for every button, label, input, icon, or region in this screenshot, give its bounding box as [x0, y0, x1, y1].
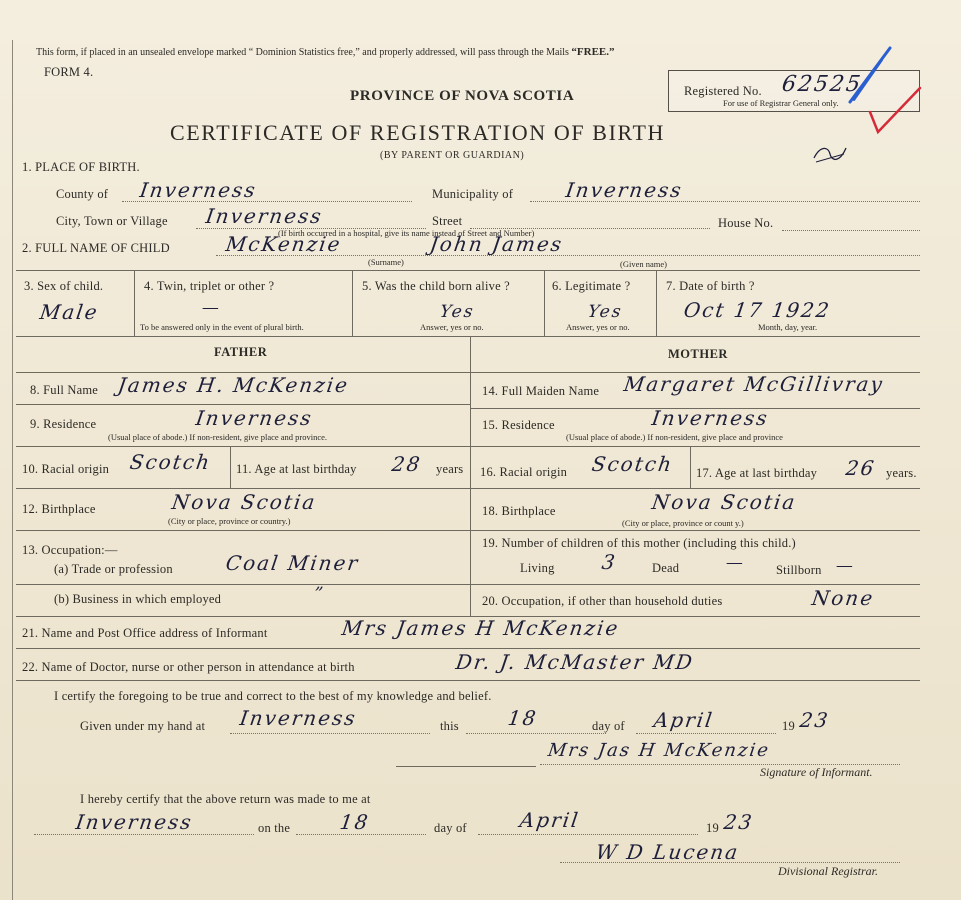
- living-value: 3: [600, 550, 619, 574]
- registrar-year-prefix: 19: [706, 821, 719, 835]
- mother-racial-label: 16. Racial origin: [480, 465, 568, 479]
- registrar-day-of-label: day of: [434, 821, 467, 835]
- children-count-label: 19. Number of children of this mother (including this child.): [482, 536, 796, 550]
- dob-value: Oct 17 1922: [682, 298, 833, 322]
- informant-signature-caption: Signature of Informant.: [760, 765, 873, 779]
- registered-label: Registered No.: [684, 84, 762, 98]
- registrar-on-the-label: on the: [258, 821, 291, 835]
- this-label: this: [440, 719, 459, 733]
- twin-value: —: [200, 298, 223, 318]
- father-birthplace-label: 12. Birthplace: [22, 502, 96, 516]
- surname-caption: (Surname): [368, 257, 404, 267]
- business-value: ”: [312, 584, 327, 604]
- trade-label: (a) Trade or profession: [54, 562, 173, 576]
- place-of-birth-label: 1. PLACE OF BIRTH.: [22, 160, 140, 174]
- municipality-value: Inverness: [564, 178, 685, 202]
- father-age-label: 11. Age at last birthday: [236, 462, 357, 476]
- given-month: April: [652, 708, 716, 732]
- county-value: Inverness: [138, 178, 259, 202]
- province-heading: PROVINCE OF NOVA SCOTIA: [350, 88, 575, 104]
- given-name-caption: (Given name): [620, 259, 667, 269]
- mother-maiden-name: Margaret McGillivray: [622, 372, 886, 396]
- mother-residence: Inverness: [650, 406, 771, 430]
- municipality-label: Municipality of: [432, 187, 514, 201]
- father-residence: Inverness: [194, 406, 315, 430]
- father-birthplace: Nova Scotia: [170, 490, 319, 514]
- living-label: Living: [520, 561, 555, 575]
- mother-birthplace: Nova Scotia: [650, 490, 799, 514]
- mother-age-unit: years.: [886, 466, 917, 480]
- dob-label: 7. Date of birth ?: [666, 279, 755, 293]
- given-place: Inverness: [238, 706, 359, 730]
- father-name: James H. McKenzie: [116, 373, 351, 397]
- stillborn-value: —: [834, 556, 857, 576]
- registrar-month: April: [518, 808, 582, 832]
- mother-name-label: 14. Full Maiden Name: [482, 384, 600, 398]
- father-birthplace-note: (City or place, province or country.): [168, 516, 291, 526]
- stillborn-label: Stillborn: [776, 563, 822, 577]
- father-name-label: 8. Full Name: [30, 383, 99, 397]
- certification-statement: I certify the foregoing to be true and correct to the best of my knowledge and belief.: [54, 689, 492, 703]
- sex-label: 3. Sex of child.: [24, 279, 104, 293]
- father-residence-note: (Usual place of abode.) If non-resident, give place and province.: [108, 432, 328, 442]
- born-alive-label: 5. Was the child born alive ?: [362, 279, 510, 293]
- form-number: FORM 4.: [44, 65, 94, 79]
- informant-signature: Mrs Jas H McKenzie: [546, 740, 772, 761]
- registrar-signature: W D Lucena: [594, 840, 741, 864]
- child-given-name: John James: [428, 232, 565, 256]
- child-surname: McKenzie: [224, 232, 344, 256]
- registrar-statement: I hereby certify that the above return was made to me at: [80, 792, 371, 806]
- mother-occupation: None: [810, 586, 876, 610]
- informant-value: Mrs James H McKenzie: [340, 616, 622, 640]
- father-occupation-label: 13. Occupation:—: [22, 543, 118, 557]
- registrar-use-note: For use of Registrar General only.: [723, 98, 839, 108]
- business-label: (b) Business in which employed: [54, 592, 222, 606]
- postage-free-word: “FREE.”: [571, 46, 615, 58]
- verification-check-icon: [820, 40, 930, 140]
- given-year-prefix: 19: [782, 719, 795, 733]
- given-day-of-label: day of: [592, 719, 625, 733]
- margin-annotation-icon: [810, 140, 850, 166]
- dead-value: —: [724, 553, 747, 573]
- city-town-village-label: City, Town or Village: [56, 214, 168, 228]
- registered-number: 62525: [780, 72, 864, 97]
- registrar-place: Inverness: [74, 810, 195, 834]
- twin-label: 4. Twin, triplet or other ?: [144, 279, 275, 293]
- legitimate-label: 6. Legitimate ?: [552, 279, 631, 293]
- given-year: 23: [798, 708, 832, 732]
- street-label: Street: [432, 214, 463, 228]
- county-label: County of: [56, 187, 109, 201]
- registrar-caption: Divisional Registrar.: [778, 864, 879, 878]
- given-day: 18: [506, 706, 540, 730]
- hospital-note: (If birth occurred in a hospital, give its name instead of Street and Number): [278, 228, 535, 238]
- father-age: 28: [390, 452, 424, 476]
- mother-occupation-label: 20. Occupation, if other than household duties: [482, 594, 723, 608]
- house-number-label: House No.: [718, 216, 774, 230]
- mother-age: 26: [844, 456, 878, 480]
- dob-note: Month, day, year.: [758, 322, 818, 332]
- certificate-subtitle: (BY PARENT OR GUARDIAN): [380, 150, 525, 161]
- registrar-year: 23: [722, 810, 756, 834]
- mother-birthplace-note: (City or place, province or count y.): [622, 518, 744, 528]
- mother-heading: MOTHER: [668, 347, 728, 361]
- trade-value: Coal Miner: [224, 551, 361, 575]
- dead-label: Dead: [652, 561, 680, 575]
- mother-residence-label: 15. Residence: [482, 418, 555, 432]
- sex-value: Male: [38, 300, 101, 324]
- born-alive-note: Answer, yes or no.: [420, 322, 484, 332]
- father-age-unit: years: [436, 462, 464, 476]
- father-heading: FATHER: [214, 345, 268, 359]
- certificate-title: CERTIFICATE OF REGISTRATION OF BIRTH: [170, 120, 665, 145]
- city-value: Inverness: [204, 204, 325, 228]
- informant-label: 21. Name and Post Office address of Informant: [22, 626, 268, 640]
- father-residence-label: 9. Residence: [30, 417, 97, 431]
- twin-note: To be answered only in the event of plural birth.: [140, 322, 304, 332]
- given-under-hand-label: Given under my hand at: [80, 719, 206, 733]
- postage-notice-text: This form, if placed in an unsealed envelope marked “ Dominion Statistics free,” and properly addressed, will pass through the Mails: [36, 47, 569, 58]
- mother-residence-note: (Usual place of abode.) If non-resident, give place and province: [566, 432, 783, 442]
- mother-racial-origin: Scotch: [590, 452, 675, 476]
- mother-birthplace-label: 18. Birthplace: [482, 504, 556, 518]
- legitimate-value: Yes: [586, 302, 624, 322]
- doctor-label: 22. Name of Doctor, nurse or other person in attendance at birth: [22, 660, 355, 674]
- born-alive-value: Yes: [438, 302, 476, 322]
- postage-notice: [36, 46, 615, 58]
- father-racial-label: 10. Racial origin: [22, 462, 110, 476]
- registrar-day: 18: [338, 810, 372, 834]
- legitimate-note: Answer, yes or no.: [566, 322, 630, 332]
- father-racial-origin: Scotch: [128, 450, 213, 474]
- binding-edge: [12, 40, 13, 900]
- child-name-label: 2. FULL NAME OF CHILD: [22, 241, 170, 255]
- mother-age-label: 17. Age at last birthday: [696, 466, 818, 480]
- doctor-value: Dr. J. McMaster MD: [454, 650, 696, 674]
